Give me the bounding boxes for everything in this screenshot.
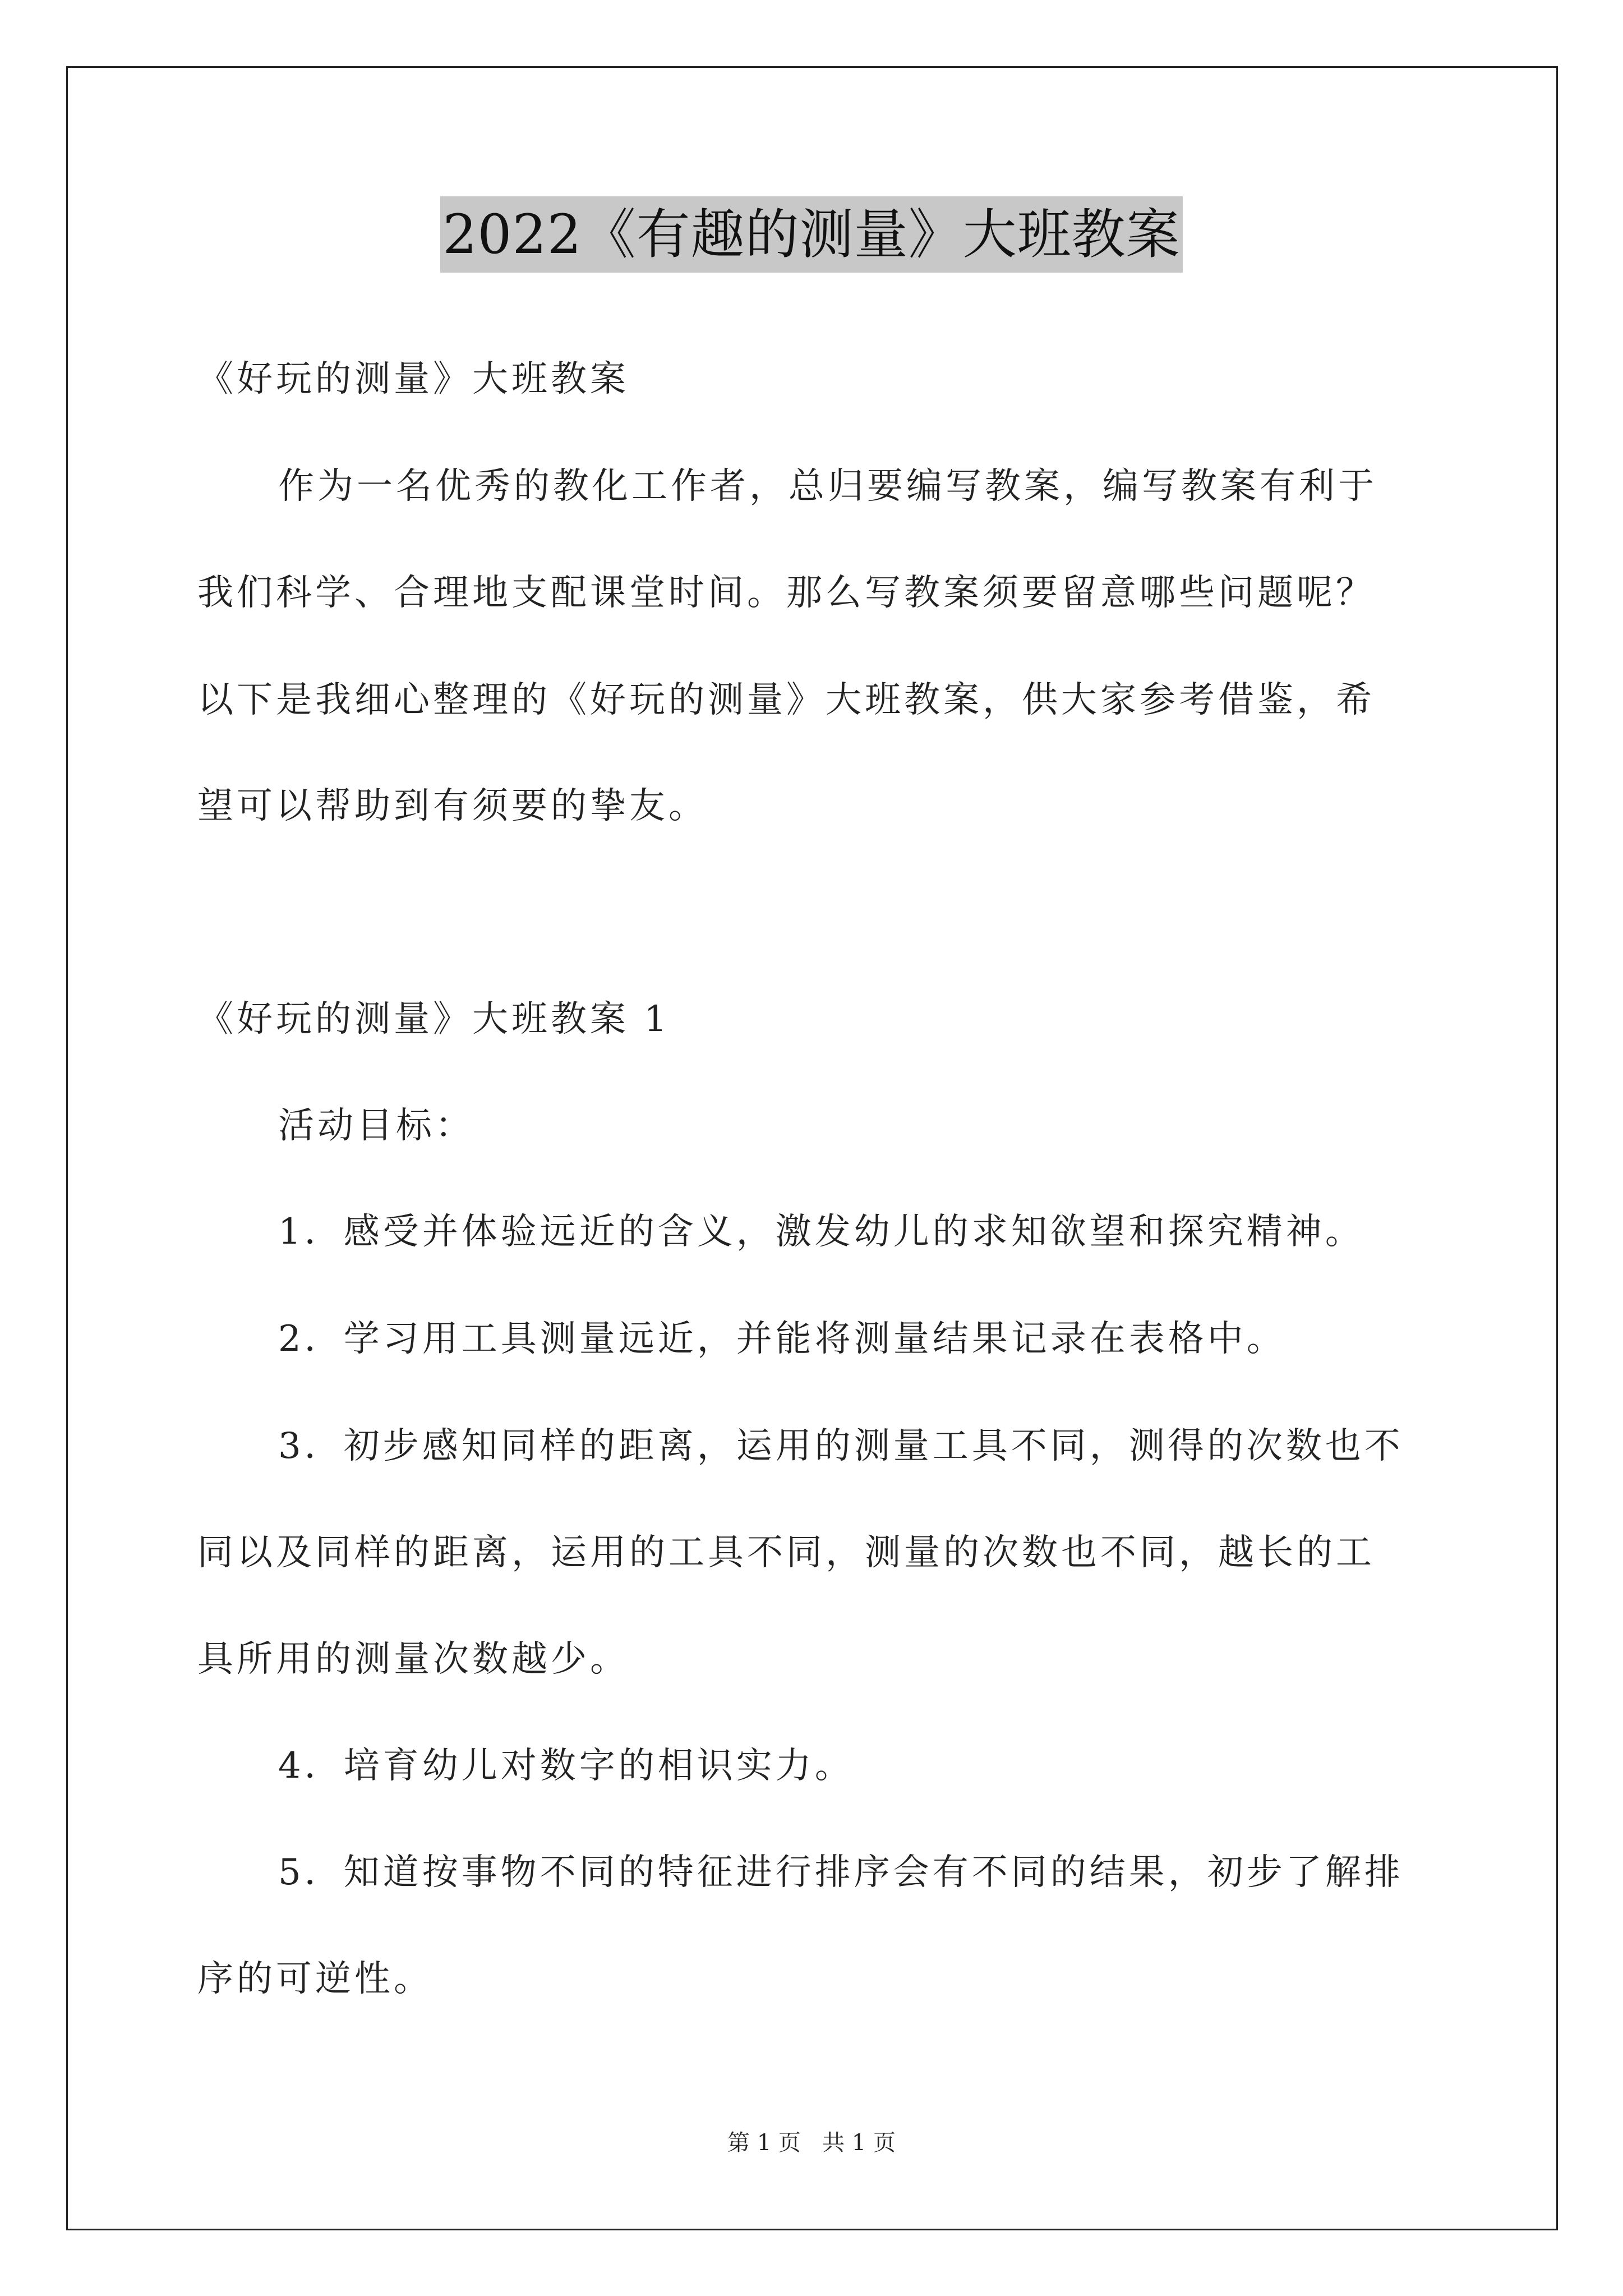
intro-line-1: 作为一名优秀的教化工作者，总归要编写教案，编写教案有利于 (278, 466, 1377, 507)
intro-line-2: 我们科学、合理地支配课堂时间。那么写教案须要留意哪些问题呢？ (197, 572, 1375, 614)
goal-line-7: 5．知道按事物不同的特征进行排序会有不同的结果，初步了解排 (278, 1852, 1404, 1893)
intro-line-4: 望可以帮助到有须要的挚友。 (197, 785, 708, 827)
subtitle: 《好玩的测量》大班教案 (197, 358, 629, 400)
page-footer: 第 1 页 共 1 页 (727, 2130, 896, 2156)
goal-line-8: 序的可逆性。 (197, 1958, 433, 2000)
document-title: 2022《有趣的测量》大班教案 (440, 196, 1182, 273)
section-heading: 《好玩的测量》大班教案 1 (197, 999, 671, 1040)
intro-line-3: 以下是我细心整理的《好玩的测量》大班教案，供大家参考借鉴，希 (197, 679, 1375, 721)
goal-line-4: 同以及同样的距离，运用的工具不同，测量的次数也不同，越长的工 (197, 1532, 1375, 1573)
goal-line-2: 2．学习用工具测量远近，并能将测量结果记录在表格中。 (278, 1318, 1286, 1360)
goals-label: 活动目标： (278, 1105, 474, 1147)
goal-line-6: 4．培育幼儿对数字的相识实力。 (278, 1745, 854, 1787)
goal-line-1: 1．感受并体验远近的含义，激发幼儿的求知欲望和探究精神。 (278, 1211, 1364, 1253)
goal-line-5: 具所用的测量次数越少。 (197, 1639, 629, 1680)
title-container (0, 196, 1623, 273)
goal-line-3: 3．初步感知同样的距离，运用的测量工具不同，测得的次数也不 (278, 1425, 1404, 1467)
